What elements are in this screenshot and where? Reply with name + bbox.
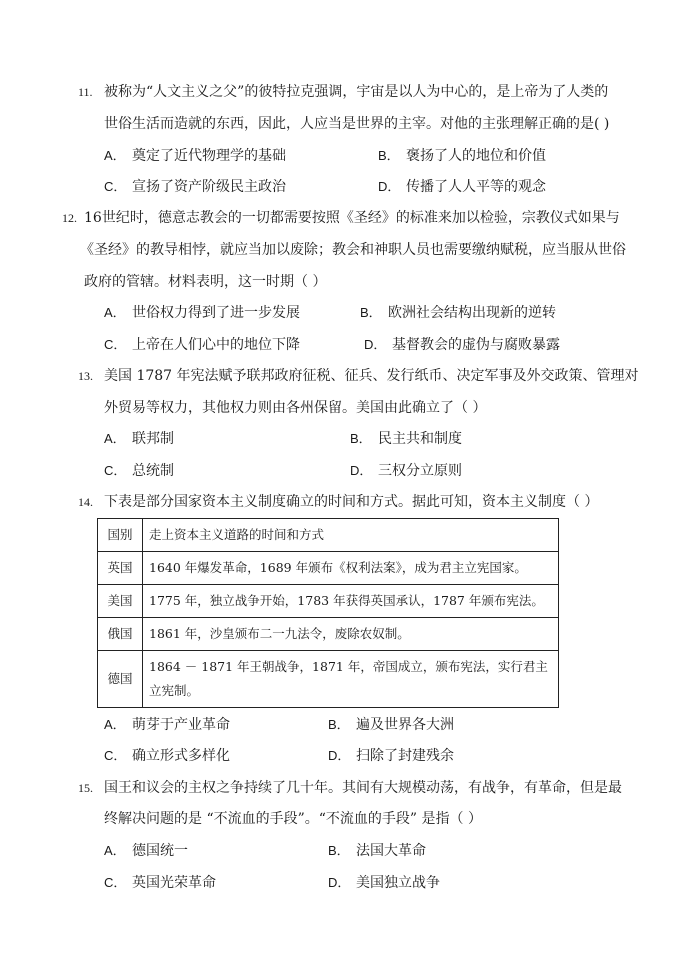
capitalism-table (97, 518, 559, 708)
question-15-option-d[interactable]: D． 美国独立战争 (328, 875, 440, 891)
question-13-text-line-2: 外贸易等权力，其他权力则由各州保留。美国由此确立了（ ） (104, 400, 487, 416)
table-cell: 俄国 (98, 618, 143, 651)
table-row (98, 618, 559, 651)
question-15-option-b[interactable]: B． 法国大革命 (328, 843, 426, 859)
question-13-option-b[interactable]: B． 民主共和制度 (350, 431, 462, 447)
question-12-text-line-2: 《圣经》的教导相悖，就应当加以废除；教会和神职人员也需要缴纳赋税，应当服从世俗 (80, 242, 626, 258)
question-12-number: 12. (62, 211, 77, 225)
question-15-option-a[interactable]: A． 德国统一 (104, 843, 188, 859)
table-row (98, 552, 559, 585)
question-15-number: 15. (78, 781, 93, 795)
table-row (98, 651, 559, 708)
question-12-option-a[interactable]: A． 世俗权力得到了进一步发展 (104, 305, 300, 321)
table-cell: 1775 年，独立战争开始，1783 年获得英国承认，1787 年颁布宪法。 (143, 585, 559, 618)
question-14-option-b[interactable]: B． 遍及世界各大洲 (328, 717, 454, 733)
table-cell: 1640 年爆发革命，1689 年颁布《权利法案》，成为君主立宪国家。 (143, 552, 559, 585)
table-cell: 1864 － 1871 年王朝战争，1871 年，帝国成立，颁布宪法，实行君主立宪制。 (143, 651, 559, 708)
table-header-row (98, 519, 559, 552)
question-11-option-a[interactable]: A． 奠定了近代物理学的基础 (104, 148, 286, 164)
question-14-option-d[interactable]: D． 扫除了封建残余 (328, 748, 454, 764)
question-12-text-line-1: 16世纪时，德意志教会的一切都需要按照《圣经》的标准来加以检验，宗教仪式如果与 (84, 210, 620, 226)
question-13-text-line-1: 美国 1787 年宪法赋予联邦政府征税、征兵、发行纸币、决定军事及外交政策、管理对 (104, 368, 639, 384)
question-12-option-b[interactable]: B． 欧洲社会结构出现新的逆转 (360, 305, 556, 321)
question-12-text-line-3: 政府的管辖。材料表明，这一时期（ ） (84, 274, 327, 290)
question-13-option-c[interactable]: C． 总统制 (104, 463, 174, 479)
question-15-text-line-2: 终解决问题的是 “不流血的手段”。“不流血的手段” 是指（ ） (104, 811, 482, 827)
question-11-number: 11. (78, 85, 93, 99)
table-cell: 德国 (98, 651, 143, 708)
question-13-option-d[interactable]: D． 三权分立原则 (350, 463, 462, 479)
question-11-text-line-1: 被称为“人文主义之父”的彼特拉克强调，宇宙是以人为中心的，是上帝为了人类的 (104, 84, 609, 100)
question-11-option-d[interactable]: D． 传播了人人平等的观念 (378, 179, 546, 195)
question-11-text-line-2: 世俗生活而造就的东西，因此，人应当是世界的主宰。对他的主张理解正确的是( ) (104, 116, 610, 132)
question-15-text-line-1: 国王和议会的主权之争持续了几十年。其间有大规模动荡，有战争，有革命，但是最 (104, 780, 622, 796)
question-15-option-c[interactable]: C． 英国光荣革命 (104, 875, 216, 891)
question-12-option-c[interactable]: C． 上帝在人们心中的地位下降 (104, 337, 300, 353)
question-14-option-c[interactable]: C． 确立形式多样化 (104, 748, 230, 764)
question-13-option-a[interactable]: A． 联邦制 (104, 431, 174, 447)
table-cell: 英国 (98, 552, 143, 585)
question-11-option-b[interactable]: B． 褒扬了人的地位和价值 (378, 148, 546, 164)
table-header-cell: 走上资本主义道路的时间和方式 (143, 519, 559, 552)
question-11-option-c[interactable]: C． 宣扬了资产阶级民主政治 (104, 179, 286, 195)
table-cell: 美国 (98, 585, 143, 618)
question-14-number: 14. (78, 495, 93, 509)
question-12-option-d[interactable]: D． 基督教会的虚伪与腐败暴露 (364, 337, 560, 353)
question-14-option-a[interactable]: A． 萌芽于产业革命 (104, 717, 230, 733)
table-row (98, 585, 559, 618)
table-header-cell: 国别 (98, 519, 143, 552)
question-13-number: 13. (78, 369, 93, 383)
table-cell: 1861 年，沙皇颁布二一九法令，废除农奴制。 (143, 618, 559, 651)
question-14-text-line-1: 下表是部分国家资本主义制度确立的时间和方式。据此可知，资本主义制度（ ） (104, 494, 599, 510)
